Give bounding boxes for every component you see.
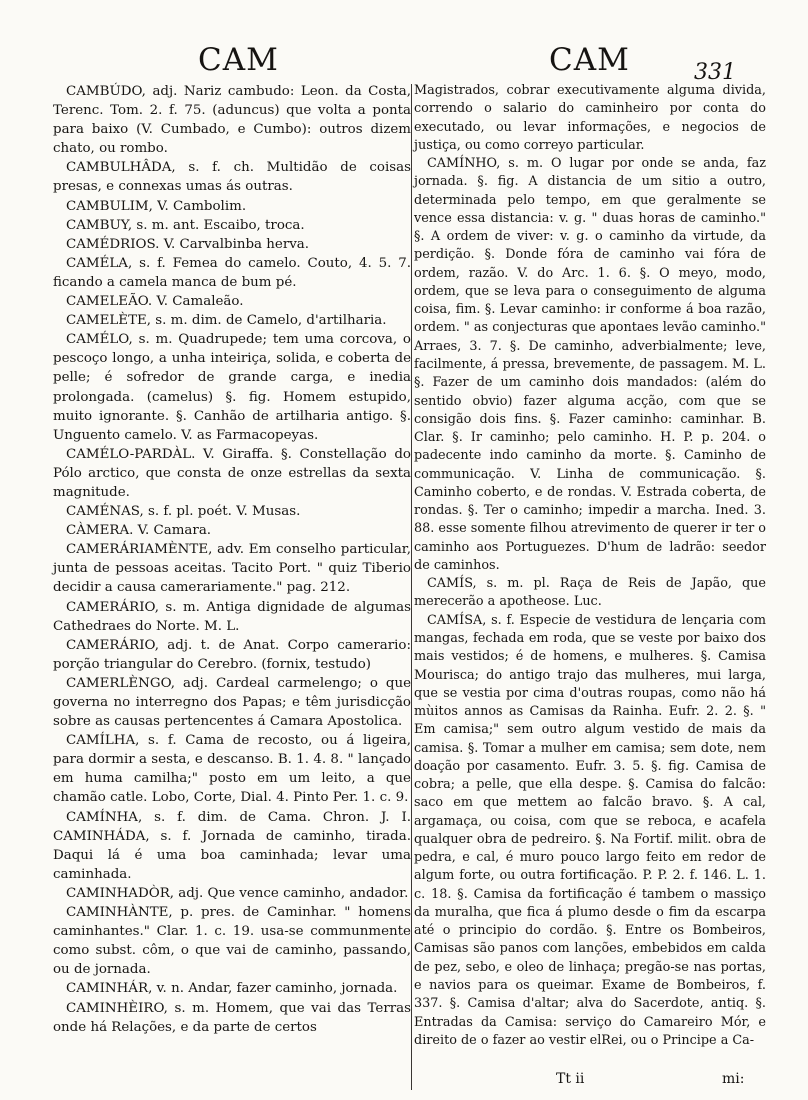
left-column xyxy=(53,82,411,1037)
entry-caminhador: CAMINHADÒR, adj. Que vence caminho, andador. xyxy=(66,885,409,901)
entry-cambulhada: CAMBULHÂDA, s. f. ch. Multidão de coisas presas, e connexas umas ás outras. xyxy=(53,160,411,195)
signature-mark: Tt ii xyxy=(556,1071,585,1087)
left-running-head: CAM xyxy=(198,42,279,78)
column-divider xyxy=(411,84,412,1090)
entry-camenas: CAMÉNAS, s. f. pl. poét. V. Musas. xyxy=(66,504,301,520)
entry-caminheiro-continued: Magistrados, cobrar executivamente alguma divida, correndo o salario do caminheiro por conta do executado, ou levar informações, e negocios de justiça, ou como correyo particular. xyxy=(414,83,766,153)
entry-cambudo: CAMBÚDO, adj. Nariz cambudo: Leon. da Costa, Terenc. Tom. 2. f. 75. (aduncus) que volta a ponta para baixo (V. Cumbado, e Cumbo): outros dizem chato, ou rombo. xyxy=(53,84,411,157)
entry-camerariamente: CAMERÁRIAMÈNTE, adv. Em conselho particular, junta de pessoas aceitas. Tacito Port. " quiz Tiberio decidir a causa camerariamente." pag. 212. xyxy=(53,542,411,596)
entry-cambulim: CAMBULIM, V. Cambolim. xyxy=(66,198,247,214)
entry-camerario-noun: CAMERÁRIO, s. m. Antiga dignidade de algumas Cathedraes do Norte. M. L. xyxy=(53,599,411,634)
entry-cambuy: CAMBUY, s. m. ant. Escaibo, troca. xyxy=(66,217,305,233)
entry-camerario-adj: CAMERÁRIO, adj. t. de Anat. Corpo camerario: porção triangular do Cerebro. (fornix, testudo) xyxy=(53,637,411,672)
right-column xyxy=(414,82,766,1050)
entry-caminha: CAMÍNHA, s. f. dim. de Cama. Chron. J. I. CAMINHÁDA, s. f. Jornada de caminho, tirada. Daqui lá é uma boa caminhada; levar uma caminhada. xyxy=(53,809,411,882)
entry-caminheiro: CAMINHÈIRO, s. m. Homem, que vai das Terras onde há Relações, e da parte de certos xyxy=(53,1000,411,1035)
catchword: mi: xyxy=(722,1071,745,1087)
entry-camela: CAMÉLA, s. f. Femea do camelo. Couto, 4. 5. 7. ficando a camela manca de bum pé. xyxy=(53,255,411,290)
right-running-head: CAM xyxy=(549,42,630,78)
entry-camedrios: CAMÉDRIOS. V. Carvalbinba herva. xyxy=(66,236,310,252)
entry-camelete: CAMELÈTE, s. m. dim. de Camelo, d'artilharia. xyxy=(66,313,387,329)
entry-caminhar: CAMINHÁR, v. n. Andar, fazer caminho, jornada. xyxy=(66,981,398,997)
entry-camelo: CAMÉLO, s. m. Quadrupede; tem uma corcova, o pescoço longo, a unha inteiriça, solida, e coberta de pelle; é sofredor de grande carga, e inedia prolongada. (camelus) §. fig. Homem estupido, muito ignorante. §. Canhão de artilharia antigo. §. Unguento camelo. V. as Farmacopeyas. xyxy=(53,332,411,443)
entry-cameleao: CAMELEÃO. V. Camaleão. xyxy=(66,294,244,310)
entry-camera: CÀMERA. V. Camara. xyxy=(66,523,212,539)
entry-camisa: CAMÍSA, s. f. Especie de vestidura de lençaria com mangas, fechada em roda, que se veste por baixo dos mais vestidos; é de homens, e mulheres. §. Camisa Mourisca; do antigo trajo das mulheres, mui larga, que se vestia por cima d'outras roupas, como não há mùitos annos as Camisas da Rainha. Eufr. 2. 2. §. " Em camisa;" sem outro algum vestido de mais da camisa. §. Tomar a mulher em camisa; sem dote, nem doação por casamento. Eufr. 3. 5. §. fig. Camisa de cobra; a pelle, que ella despe. §. Camisa do falcão: saco em que mettem ao falcão bravo. §. A cal, argamaça, ou coisa, com que se reboca, e acafela qualquer obra de pedreiro. §. Na Fortif. milit. obra de pedra, e cal, é muro pouco largo feito em redor de algum forte, ou outra fortificação. P. P. 2. f. 146. L. 1. c. 18. §. Camisa da fortificação é tambem o massiço da muralha, que fica á plumo desde o fim da escarpa até o principio do cordão. §. Entre os Bombeiros, Camisas são panos com lanções, embebidos em calda de pez, sebo, e oleo de linhaça; pregão-se nas portas, e navios para os queimar. Exame de Bombeiros, f. 337. §. Camisa d'altar; alva do Sacerdote, antiq. §. Entradas da Camisa: serviço do Camareiro Mór, e direito de o fazer ao vestir elRei, ou o Principe a Ca- xyxy=(414,612,766,1048)
entry-camilha: CAMÍLHA, s. f. Cama de recosto, ou á ligeira, para dormir a sesta, e descanso. B. 1. 4. 8. " lançado em huma camilha;" posto em um leito, a que chamão catle. Lobo, Corte, Dial. 4. Pinto Per. 1. c. 9. xyxy=(53,733,411,806)
entry-caminho: CAMÍNHO, s. m. O lugar por onde se anda, faz jornada. §. fig. A distancia de um sitio a outro, determinada pelo tempo, em que geralmente se vence essa distancia: v. g. " duas horas de caminho." §. A ordem de viver: v. g. o caminho da virtude, da perdição. §. Donde fóra de caminho vai fóra de ordem, razão. V. do Arc. 1. 6. §. O meyo, modo, ordem, que se leva para o conseguimento de alguma coisa, fim. §. Levar caminho: ir conforme á boa razão, ordem. " as conjecturas que apontaes levão caminho." Arraes, 3. 7. §. De caminho, adverbialmente; leve, facilmente, á pressa, brevemente, de passagem. M. L. §. Fazer de um caminho dois mandados: (além do sentido obvio) fazer alguma acção, com que se consigão dois fins. §. Fazer caminho: caminhar. B. Clar. §. Ir caminho; pelo caminho. H. P. p. 204. o padecente indo caminho da morte. §. Caminho de communicação. V. Linha de communicação. §. Caminho coberto, e de rondas. V. Estrada coberta, de rondas. §. Ter o caminho; impedir a marcha. Ined. 3. 88. esse somente filhou atrevimento de querer ir ter o caminho aos Portuguezes. D'hum de ladrão: seedor de caminhos. xyxy=(414,156,766,573)
entry-caminhante: CAMINHÀNTE, p. pres. de Caminhar. " homens caminhantes." Clar. 1. c. 19. usa-se communmente como subst. côm, o que vai de caminho, passando, ou de jornada. xyxy=(53,905,411,978)
page-number: 331 xyxy=(694,60,736,85)
entry-camelo-pardal: CAMÉLO-PARDÀL. V. Giraffa. §. Constellação do Pólo arctico, que consta de onze estrellas da sexta magnitude. xyxy=(53,446,411,500)
entry-camerlengo: CAMERLÈNGO, adj. Cardeal carmelengo; o que governa no interregno dos Papas; e têm jurisdicção sobre as causas pertencentes á Camara Apostolica. xyxy=(53,675,411,730)
page-header xyxy=(0,38,808,85)
entry-camis: CAMÍS, s. m. pl. Raça de Reis de Japão, que merecerão a apotheose. Luc. xyxy=(414,576,766,610)
